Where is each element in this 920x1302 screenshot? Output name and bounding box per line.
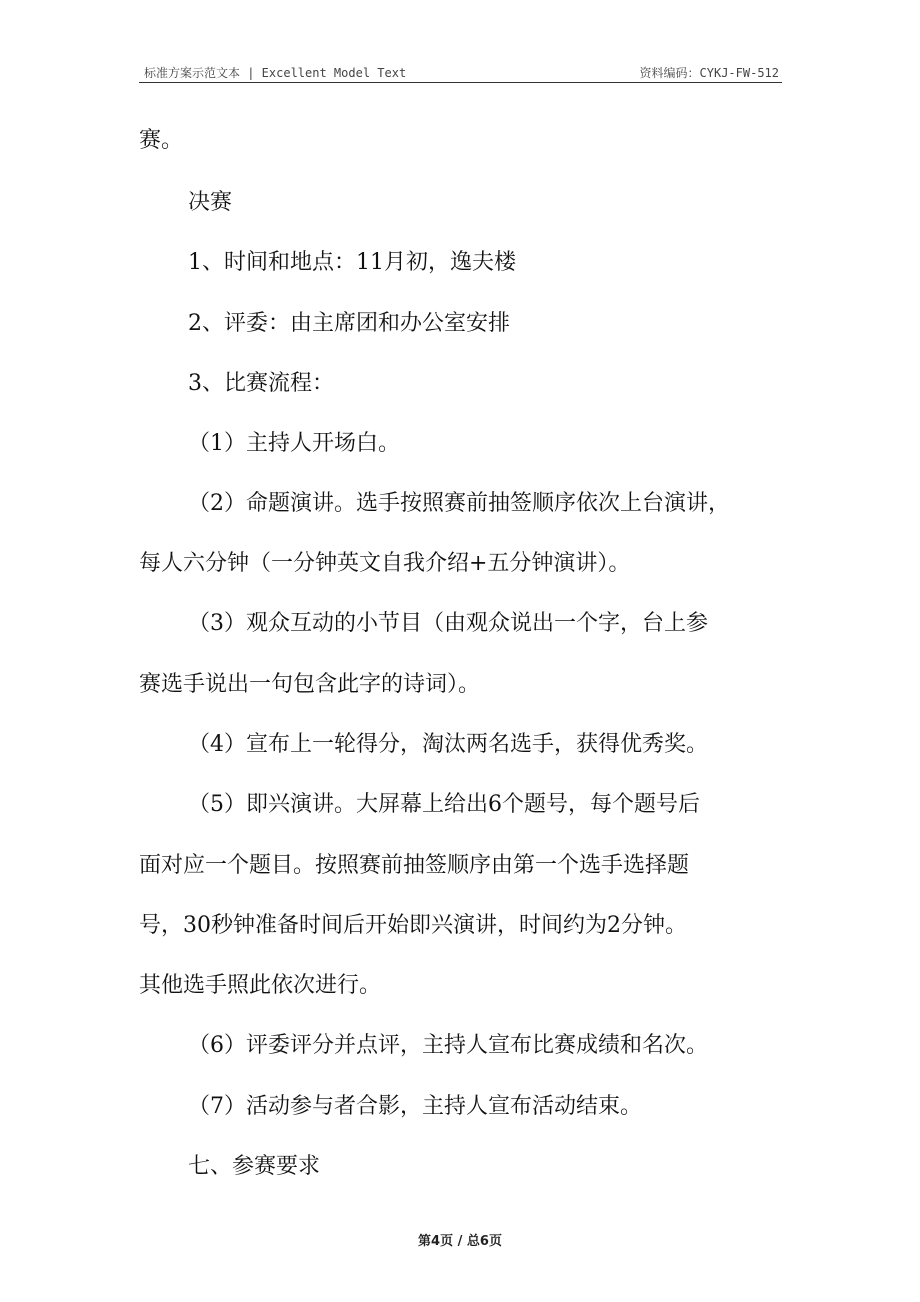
paragraph-line: （1）主持人开场白。: [188, 431, 400, 456]
paragraph-line: （2）命题演讲。选手按照赛前抽签顺序依次上台演讲，: [188, 491, 730, 516]
section-heading-final: 决赛: [188, 190, 233, 215]
paragraph-line: （6）评委评分并点评，主持人宣布比赛成绩和名次。: [188, 1033, 708, 1058]
section-heading-requirements: 七、参赛要求: [188, 1154, 321, 1179]
paragraph-line: 3、比赛流程：: [188, 371, 334, 396]
paragraph-line: 号，30秒钟准备时间后开始即兴演讲，时间约为2分钟。: [139, 913, 687, 938]
paragraph-line: 2、评委：由主席团和办公室安排: [188, 311, 510, 336]
header-doc-code: 资料编码：CYKJ-FW-512: [639, 66, 779, 80]
paragraph-line: （7）活动参与者合影，主持人宣布活动结束。: [188, 1094, 642, 1119]
paragraph-line: 面对应一个题目。按照赛前抽签顺序由第一个选手选择题: [139, 853, 690, 878]
header-title: 标准方案示范文本 | Excellent Model Text: [144, 66, 407, 80]
paragraph-line: （3）观众互动的小节目（由观众说出一个字，台上参: [188, 611, 708, 636]
paragraph-line: 1、时间和地点：11月初，逸夫楼: [188, 250, 516, 275]
paragraph-line: 其他选手照此依次进行。: [139, 973, 382, 998]
page-header: [139, 60, 782, 83]
paragraph-line: （4）宣布上一轮得分，淘汰两名选手，获得优秀奖。: [188, 732, 708, 757]
paragraph-line: 赛选手说出一句包含此字的诗词）。: [139, 672, 481, 697]
page-number: 第4页 / 总6页: [418, 1234, 502, 1249]
paragraph-line: 每人六分钟（一分钟英文自我介绍+五分钟演讲）。: [139, 551, 631, 576]
paragraph-line: （5）即兴演讲。大屏幕上给出6个题号，每个题号后: [188, 792, 700, 817]
paragraph-line: 赛。: [139, 128, 184, 153]
